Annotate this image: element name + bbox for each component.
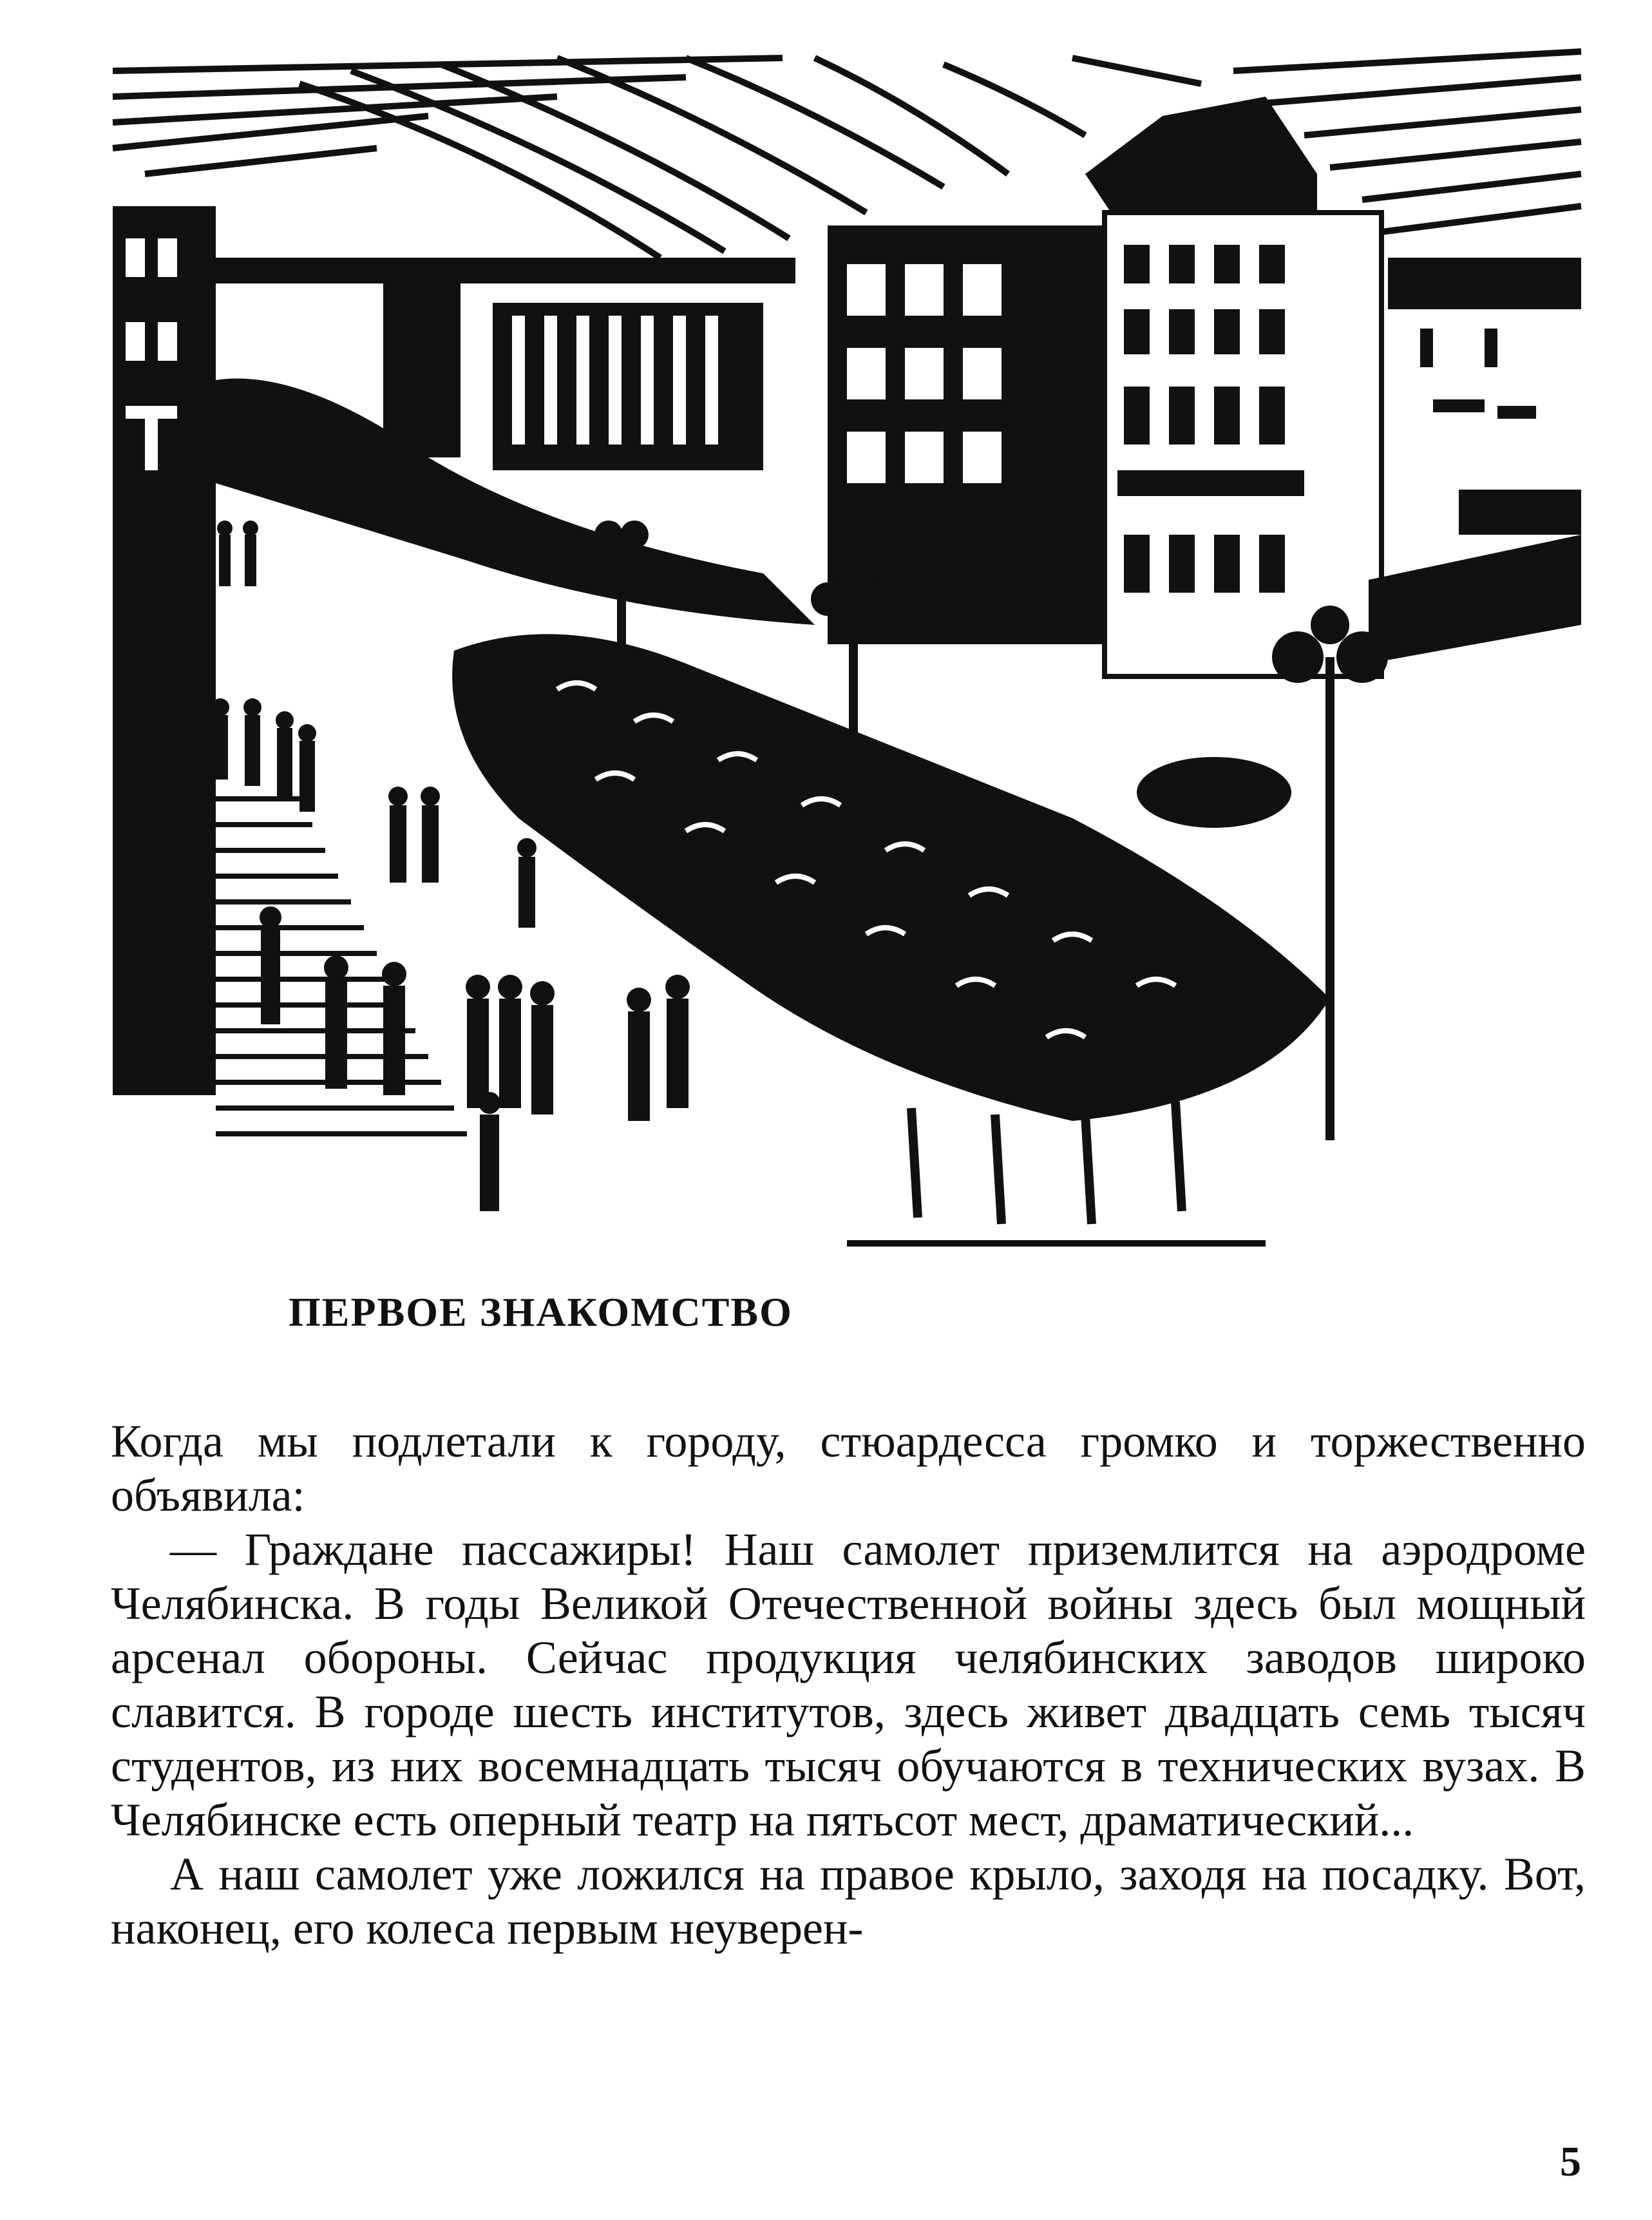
body-text [111,1414,1586,1955]
chapter-heading: ПЕРВОЕ ЗНАКОМСТВО [289,1289,793,1335]
street-scene-woodcut-icon [106,45,1588,1250]
street-illustration [106,45,1588,1250]
paragraph-2: — Граждане пассажиры! Наш самолет приземлится на аэродроме Челябинска. В годы Великой Отечественной войны здесь был мощный арсенал обороны. Сейчас продукция челябинских заводов широко славится. В городе шесть институтов, здесь живет двадцать семь тысяч студентов, из них восемнадцать тысяч обучаются в технических вузах. В Челябинске есть оперный театр на пятьсот мест, драматический... [111,1524,1586,1846]
paragraph-3: А наш самолет уже ложился на правое крыло, заходя на посадку. Вот, наконец, его колеса первым неуверен- [111,1848,1586,1954]
page-number: 5 [1560,2138,1581,2185]
paragraph-1: Когда мы подлетали к городу, стюардесса громко и торжественно объявила: [111,1415,1586,1521]
